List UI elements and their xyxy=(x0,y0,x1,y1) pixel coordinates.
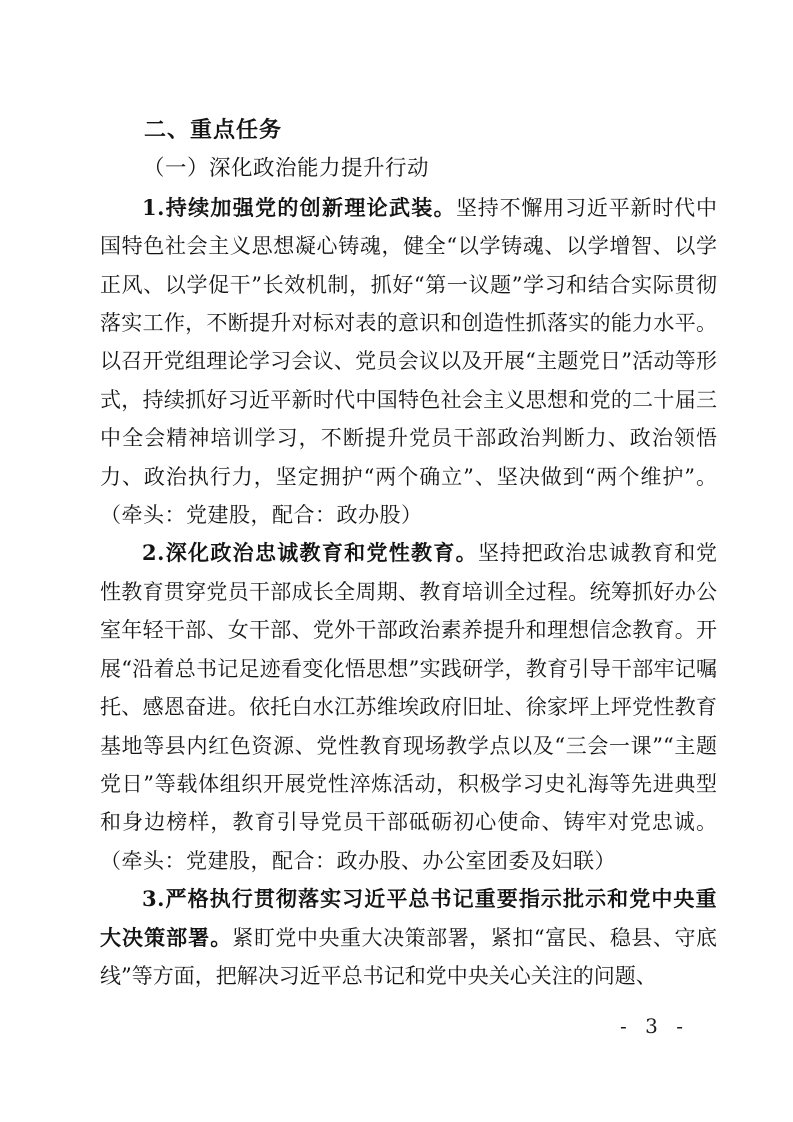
paragraph-lead: 3.严格执行贯彻落实习近平总书记重要指示批示和党中央重大决策部署。 xyxy=(100,886,717,950)
document-paragraph xyxy=(100,189,717,535)
document-paragraph xyxy=(100,534,717,880)
responsibility-note: （牵头：党建股，配合：政办股、办公室团委及妇联） xyxy=(100,848,616,873)
subsection-heading: （一）深化政治能力提升行动 xyxy=(143,156,430,182)
page-number: - 3 - xyxy=(620,1014,689,1038)
paragraph-text: 坚持把政治忠诚教育和党性教育贯穿党员干部成长全周期、教育培训全过程。统筹抓好办公室年轻干部、女干部、党外干部政治素养提升和理想信念教育。开展“沿着总书记足迹看变化悟思想”实践研学，教育引导干部牢记嘱托、感恩奋进。依托白水江苏维埃政府旧址、徐家坪上坪党性教育基地等县内红色资源、党性教育现场教学点以及“三会一课”“主题党日”等载体组织开展党性淬炼活动，积极学习史礼海等先进典型和身边榜样，教育引导党员干部砥砺初心使命、铸牢对党忠诚。 xyxy=(100,541,717,835)
paragraph-lead: 1.持续加强党的创新理论武装。 xyxy=(142,194,456,220)
responsibility-note: （牵头：党建股，配合：政办股） xyxy=(100,503,423,528)
paragraph-text: 紧盯党中央重大决策部署，紧扣“富民、稳县、守底线”等方面，把解决习近平总书记和党中央关心关注的问题、 xyxy=(100,925,718,988)
paragraph-list xyxy=(100,189,717,996)
paragraph-text: 坚持不懈用习近平新时代中国特色社会主义思想凝心铸魂，健全“以学铸魂、以学增智、以学正风、以学促干”长效机制，抓好“第一议题”学习和结合实际贯彻落实工作，不断提升对标对表的意识和创造性抓落实的能力水平。以召开党组理论学习会议、党员会议以及开展“主题党日”活动等形式，持续抓好习近平新时代中国特色社会主义思想和党的二十届三中全会精神培训学习，不断提升党员干部政治判断力、政治领悟力、政治执行力，坚定拥护“两个确立”、坚决做到“两个维护”。 xyxy=(100,195,718,489)
document-paragraph xyxy=(100,880,717,995)
document-body xyxy=(100,112,717,995)
section-heading: 二、重点任务 xyxy=(144,118,283,143)
paragraph-lead: 2.深化政治忠诚教育和党性教育。 xyxy=(142,540,478,566)
